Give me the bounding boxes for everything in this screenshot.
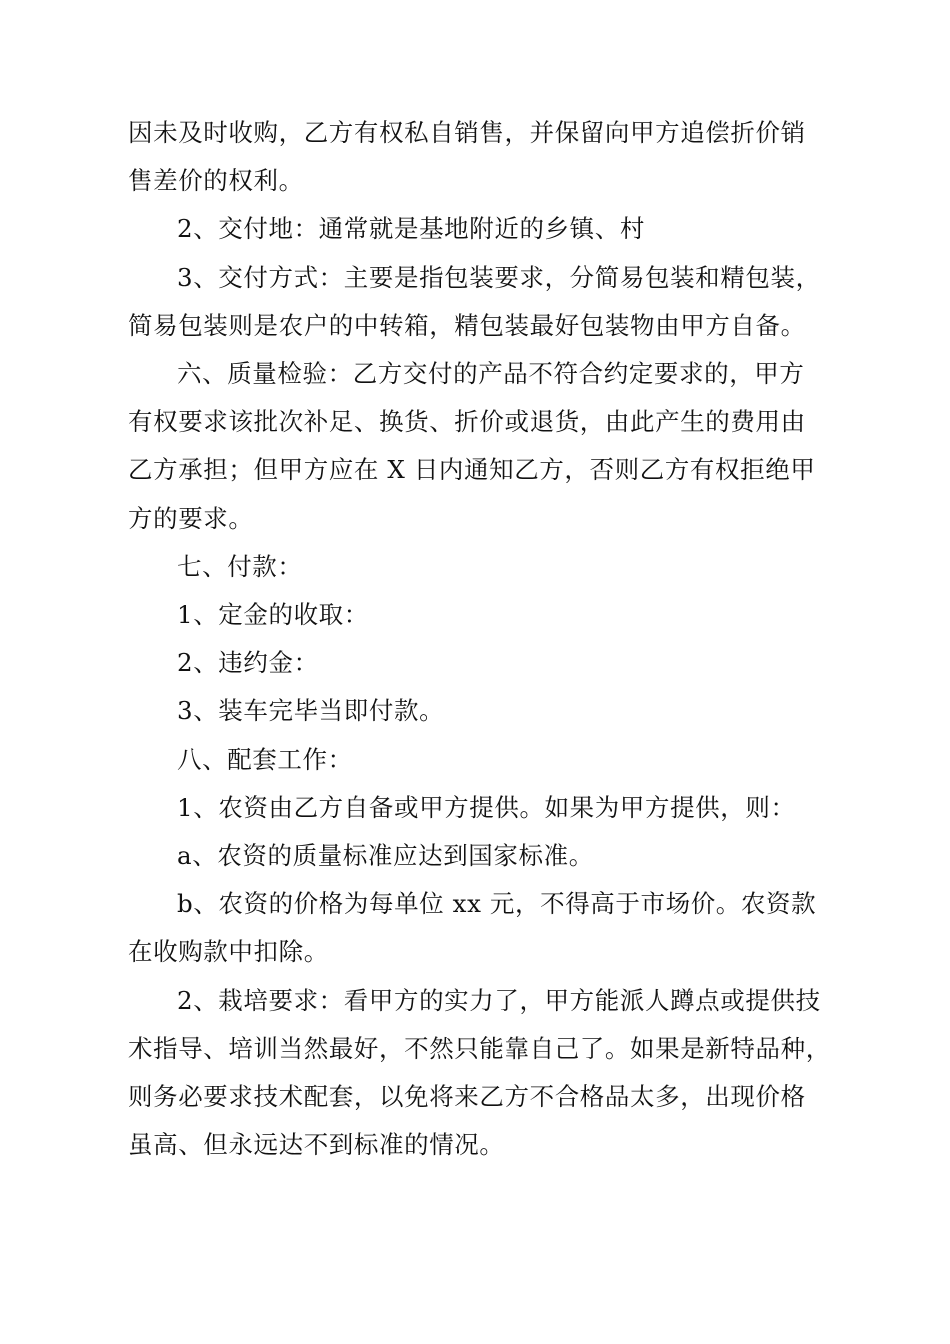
text-line: 六、质量检验：乙方交付的产品不符合约定要求的，甲方 bbox=[177, 359, 805, 389]
text-line: 有权要求该批次补足、换货、折价或退货，由此产生的费用由 bbox=[128, 407, 806, 437]
text-line: 3、交付方式：主要是指包装要求，分简易包装和精包装， bbox=[177, 262, 821, 292]
paragraph-deposit bbox=[128, 591, 838, 639]
text-line: 1、定金的收取： bbox=[177, 600, 369, 630]
text-line: 2、栽培要求：看甲方的实力了，甲方能派人蹲点或提供技 bbox=[177, 985, 821, 1015]
paragraph-delivery-place bbox=[128, 205, 838, 253]
section-heading-supporting-work bbox=[128, 736, 838, 784]
paragraph-agricultural-supplies bbox=[128, 784, 838, 832]
text-line: 则务必要求技术配套，以免将来乙方不合格品太多，出现价格 bbox=[128, 1082, 806, 1112]
paragraph-penalty bbox=[128, 639, 838, 687]
text-line: 简易包装则是农户的中转箱，精包装最好包装物由甲方自备。 bbox=[128, 310, 806, 340]
text-line: a、农资的质量标准应达到国家标准。 bbox=[177, 841, 594, 871]
text-line: 2、违约金： bbox=[177, 648, 319, 678]
paragraph-payment-on-loading bbox=[128, 687, 838, 735]
paragraph-cultivation-requirements bbox=[128, 977, 838, 1170]
paragraph-supplies-quality bbox=[128, 832, 838, 880]
text-line: 在收购款中扣除。 bbox=[128, 937, 329, 967]
text-line: 乙方承担；但甲方应在 X 日内通知乙方，否则乙方有权拒绝甲 bbox=[128, 455, 816, 485]
paragraph-unpurchased-sale-rights bbox=[128, 109, 838, 205]
section-heading-payment bbox=[128, 543, 838, 591]
text-line: 方的要求。 bbox=[128, 503, 254, 533]
text-line: 1、农资由乙方自备或甲方提供。如果为甲方提供，则： bbox=[177, 792, 796, 822]
text-line: 术指导、培训当然最好，不然只能靠自己了。如果是新特品种， bbox=[128, 1033, 831, 1063]
document-body bbox=[128, 109, 838, 1169]
text-line: 八、配套工作： bbox=[177, 744, 353, 774]
text-line: 售差价的权利。 bbox=[128, 166, 304, 196]
paragraph-quality-inspection bbox=[128, 350, 838, 543]
paragraph-supplies-price bbox=[128, 880, 838, 976]
text-line: 2、交付地：通常就是基地附近的乡镇、村 bbox=[177, 214, 645, 244]
text-line: b、农资的价格为每单位 xx 元，不得高于市场价。农资款 bbox=[177, 889, 817, 919]
text-line: 虽高、但永远达不到标准的情况。 bbox=[128, 1130, 505, 1160]
paragraph-delivery-method bbox=[128, 254, 838, 350]
text-line: 3、装车完毕当即付款。 bbox=[177, 696, 445, 726]
text-line: 七、付款： bbox=[177, 551, 303, 581]
text-line: 因未及时收购，乙方有权私自销售，并保留向甲方追偿折价销 bbox=[128, 118, 806, 147]
